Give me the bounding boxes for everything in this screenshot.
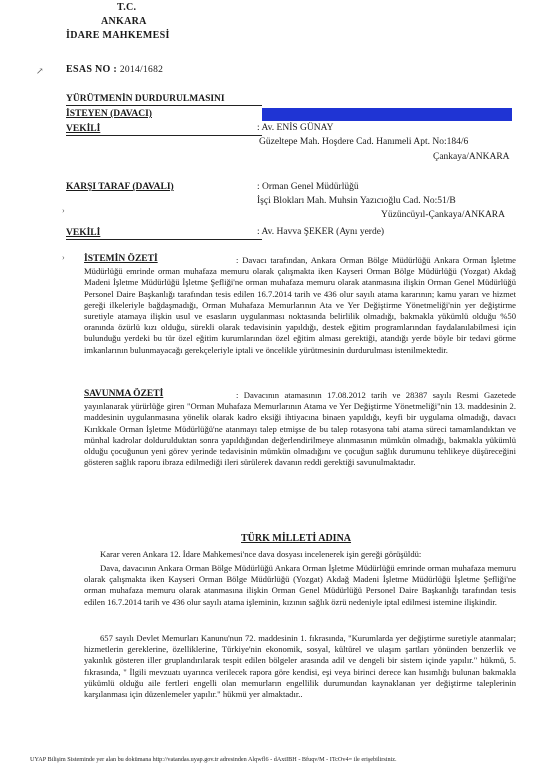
vekili-label: VEKİLİ	[66, 124, 101, 134]
davali-address-line1: İşçi Blokları Mah. Muhsin Yazıcıoğlu Cad. No:51/B	[257, 196, 456, 206]
underline-rule	[66, 105, 262, 106]
request-line1: YÜRÜTMENİN DURDURULMASINI	[66, 94, 225, 104]
decision-title: TÜRK MİLLETİ ADINA	[241, 533, 352, 544]
vekili-value: : Av. ENİS GÜNAY	[257, 123, 334, 133]
underline-rule	[66, 239, 262, 240]
margin-mark-icon: ›	[62, 206, 65, 215]
header-court: İDARE MAHKEMESİ	[66, 30, 170, 41]
margin-mark-icon: ↗	[36, 66, 44, 76]
header-city: ANKARA	[101, 16, 147, 27]
vekili-address-line1: Güzeltepe Mah. Hoşdere Cad. Hanımeli Apt. No:184/6	[259, 137, 469, 147]
decision-paragraph-1: Karar veren Ankara 12. İdare Mahkemesi'nce dava dosyası incelenerek işin gereği görüşüldü:	[100, 549, 422, 559]
margin-mark-icon: ›	[62, 253, 65, 262]
vekili2-label: VEKİLİ	[66, 228, 101, 238]
decision-paragraph-2: Dava, davacının Ankara Orman Bölge Müdürlüğü Ankara Orman İşletme Müdürlüğü emrinde orman muhafaza memuru olarak çalışmakta iken Kayseri Orman Bölge Müdürlüğü (Yozgat) Akdağ Madeni İşletme Müdürlüğü İşletme Şefliği'ne orman muhafaza memuru olarak atanmasına ilişkin Orman Genel Müdürlüğü Personel Daire Başkanlığı tarafından tesis edilen 16.7.2014 tarih ve 436 olur sayılı atama işleminin, kızının sağlık özrü nedeniyle iptal edilmesi istemine ilişkindir.	[84, 563, 516, 607]
underline-rule	[66, 135, 262, 136]
davali-value: : Orman Genel Müdürlüğü	[257, 182, 359, 192]
savunma-text: : Davacının atamasının 17.08.2012 tarih ve 28387 sayılı Resmi Gazetede yayınlanarak yürürlüğe giren "Orman Muhafaza Memurlarının Atama ve Yer Değiştirme Yönetmeliği"nin 13. maddesinin 2. maddesinin uygulanmasına yönelik olarak kadro eksiği ihtiyacına binaen yapıldığı, keyfi bir uygulama olmadığı, davacı Kırıkkale Orman İşletme Müdürlüğü'ne atanmayı talep etmişse de bu talep rotasyona tabi atama süreci tamamlandıktan ve münhal kadrolar doldurulduktan sonra yapıldığından değerlendirilmeye alınmasının mümkün olmadığı, bakmakla yükümlü olduğu çocuğunun yeni görev yerinde tedavisinin mümkün olmadığını ve çocuğun sağlık durumunu tehlikeye düşüreceğini gösteren sağlık raporu ibraza edilmediği ileri sürülerek davanın reddi gerektiği savunulmaktadır.	[84, 390, 516, 468]
davali-label: KARŞI TARAF (DAVALI)	[66, 182, 174, 192]
decision-paragraph-3: 657 sayılı Devlet Memurları Kanunu'nun 72. maddesinin 1. fıkrasında, "Kurumlarda yer değiştirme suretiyle atanmalar; hizmetlerin gereklerine, özelliklerine, Türkiye'nin ekonomik, sosyal, kültürel ve ulaşım şartları yönünden benzerlik ve yakınlık gösteren iller gruplandırılarak tespit edilen bölgeler arasında adil ve dengeli bir sistem içinde yapılır." hükmü, 5. fıkrasında, " İlgili mevzuatı uyarınca verilecek rapora göre kendisi, eşi veya birinci derece kan hısımlığı bulunan bakmakla yükümlü olduğu aile fertleri engelli olan memurların engellilik durumundan kaynaklanan yer değiştirme taleplerinin karşılanması için düzenlemeler yapılır." hükmü yer almaktadır..	[84, 633, 516, 700]
savunma-label: SAVUNMA ÖZETİ	[84, 389, 164, 399]
header-tc: T.C.	[117, 2, 137, 13]
esas-value: 2014/1682	[119, 65, 164, 75]
esas-label: ESAS NO :	[66, 64, 118, 75]
redaction-block	[262, 108, 512, 121]
vekili2-value: : Av. Havva ŞEKER (Aynı yerde)	[257, 227, 385, 237]
istem-label: İSTEMİN ÖZETİ	[84, 254, 158, 264]
davali-address-line2: Yüzüncüyıl-Çankaya/ANKARA	[381, 210, 506, 220]
vekili-address-line2: Çankaya/ANKARA	[433, 152, 510, 162]
footer-verification: UYAP Bilişim Sisteminde yer alan bu dokümana http://vatandas.uyap.gov.tr adresinden Alqwfl6 - dAxtIBH - Bfuqv/M - ITcOv4= ile erişebilirsiniz.	[30, 756, 397, 763]
esas-no	[66, 64, 163, 75]
istem-text: : Davacı tarafından, Ankara Orman Bölge Müdürlüğü Ankara Orman İşletme Müdürlüğü emrinde orman muhafaza memuru olarak çalışmakta iken Kayseri Orman Bölge Müdürlüğü (Yozgat) Akdağ Madeni İşletme Müdürlüğü İşletme Şefliği'ne orman muhafaza memuru olarak atanmasına ilişkin Orman Genel Müdürlüğü Personel Daire Başkanlığı tarafından tesis edilen 16.7.2014 tarih ve 436 olur sayılı atama kararının; kamu yararı ve hizmet gereği ilkeleriyle bağdaşmadığı, Orman Muhafaza Memurlarının Ata ve Yer Değiştirme Yönetmeliği'nin yer değiştirme suretiyle atamaya ilişkin usul ve esasların uygulanması noktasında belirlilik olmadığı, bakmakla yükümlü olduğu %50 oranında özürlü kızı olduğu, sürekli olarak tedavisinin yapıldığı, destek eğitim programlarından faydalanılabilmesi için bulunduğu yerdeki bu tür özel eğitim kurumlarından özel eğitim alması gerektiği, atandığı yerde böyle bir tedavi görme imkanlarının bulunmayacağı gerekçeleriyle iptali ve öncelikle yürütmesinin durdurulması istenilmektedir.	[84, 255, 516, 355]
request-line2: İSTEYEN (DAVACI)	[66, 109, 152, 119]
